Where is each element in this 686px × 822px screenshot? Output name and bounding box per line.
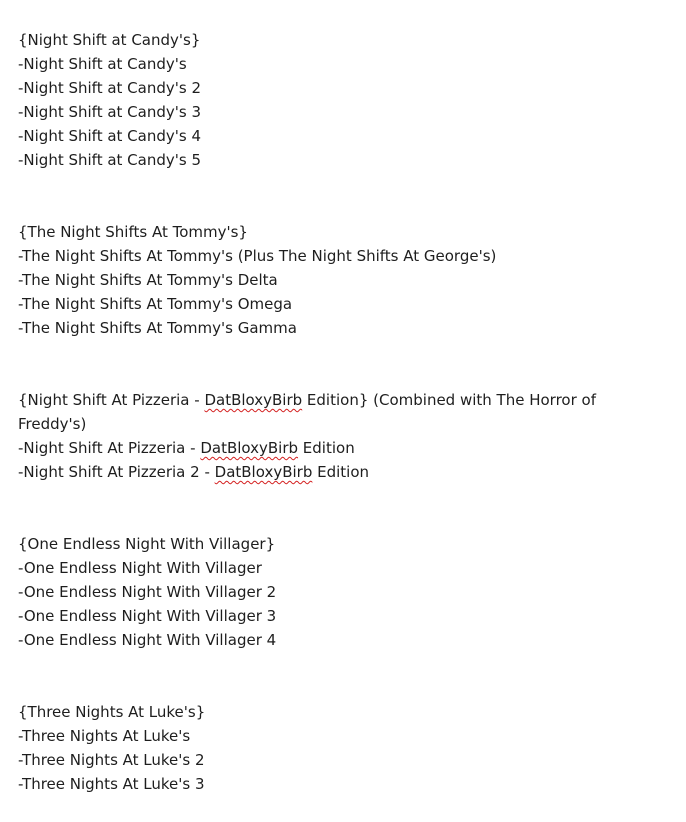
misspelled-word[interactable]: DatBloxyBirb xyxy=(200,439,299,457)
list-item: -Three Nights At Luke's 2 xyxy=(18,751,205,769)
misspelled-word[interactable]: DatBloxyBirb xyxy=(204,391,303,409)
item-text-end: Edition xyxy=(298,439,355,457)
list-item xyxy=(18,460,618,484)
series-tommys xyxy=(18,220,618,340)
series-header: {Night Shift at Candy's} xyxy=(18,31,201,49)
series-pizzeria xyxy=(18,388,618,484)
list-item: -Night Shift at Candy's xyxy=(18,55,187,73)
series-header: {Three Nights At Luke's} xyxy=(18,703,206,721)
list-item: -The Night Shifts At Tommy's Gamma xyxy=(18,319,297,337)
list-item xyxy=(18,436,618,460)
header-text-start: {Night Shift At Pizzeria - xyxy=(18,391,205,409)
list-item: -The Night Shifts At Tommy's Omega xyxy=(18,295,293,313)
item-text-start: -Night Shift At Pizzeria 2 - xyxy=(18,463,215,481)
series-header xyxy=(18,388,618,436)
list-item: -Night Shift at Candy's 5 xyxy=(18,151,202,169)
list-item: -One Endless Night With Villager xyxy=(18,559,262,577)
list-item: -Night Shift at Candy's 2 xyxy=(18,79,202,97)
list-item: -Three Nights At Luke's xyxy=(18,727,191,745)
list-item: -One Endless Night With Villager 4 xyxy=(18,631,277,649)
series-header: {One Endless Night With Villager} xyxy=(18,535,276,553)
list-item: -One Endless Night With Villager 2 xyxy=(18,583,277,601)
list-item: -The Night Shifts At Tommy's (Plus The Night Shifts At George's) xyxy=(18,247,497,265)
series-header: {The Night Shifts At Tommy's} xyxy=(18,223,248,241)
list-item: -Night Shift at Candy's 4 xyxy=(18,127,202,145)
list-item: -Three Nights At Luke's 3 xyxy=(18,775,205,793)
series-lukes xyxy=(18,700,618,796)
misspelled-word[interactable]: DatBloxyBirb xyxy=(214,463,313,481)
document-body[interactable] xyxy=(18,28,618,796)
series-villager xyxy=(18,532,618,652)
header-text-end: Edition} (Combined with The Horror of Freddy's) xyxy=(18,391,601,433)
list-item: -The Night Shifts At Tommy's Delta xyxy=(18,271,278,289)
list-item: -One Endless Night With Villager 3 xyxy=(18,607,277,625)
list-item: -Night Shift at Candy's 3 xyxy=(18,103,202,121)
item-text-end: Edition xyxy=(312,463,370,481)
item-text-start: -Night Shift At Pizzeria - xyxy=(18,439,201,457)
series-candys xyxy=(18,28,618,172)
